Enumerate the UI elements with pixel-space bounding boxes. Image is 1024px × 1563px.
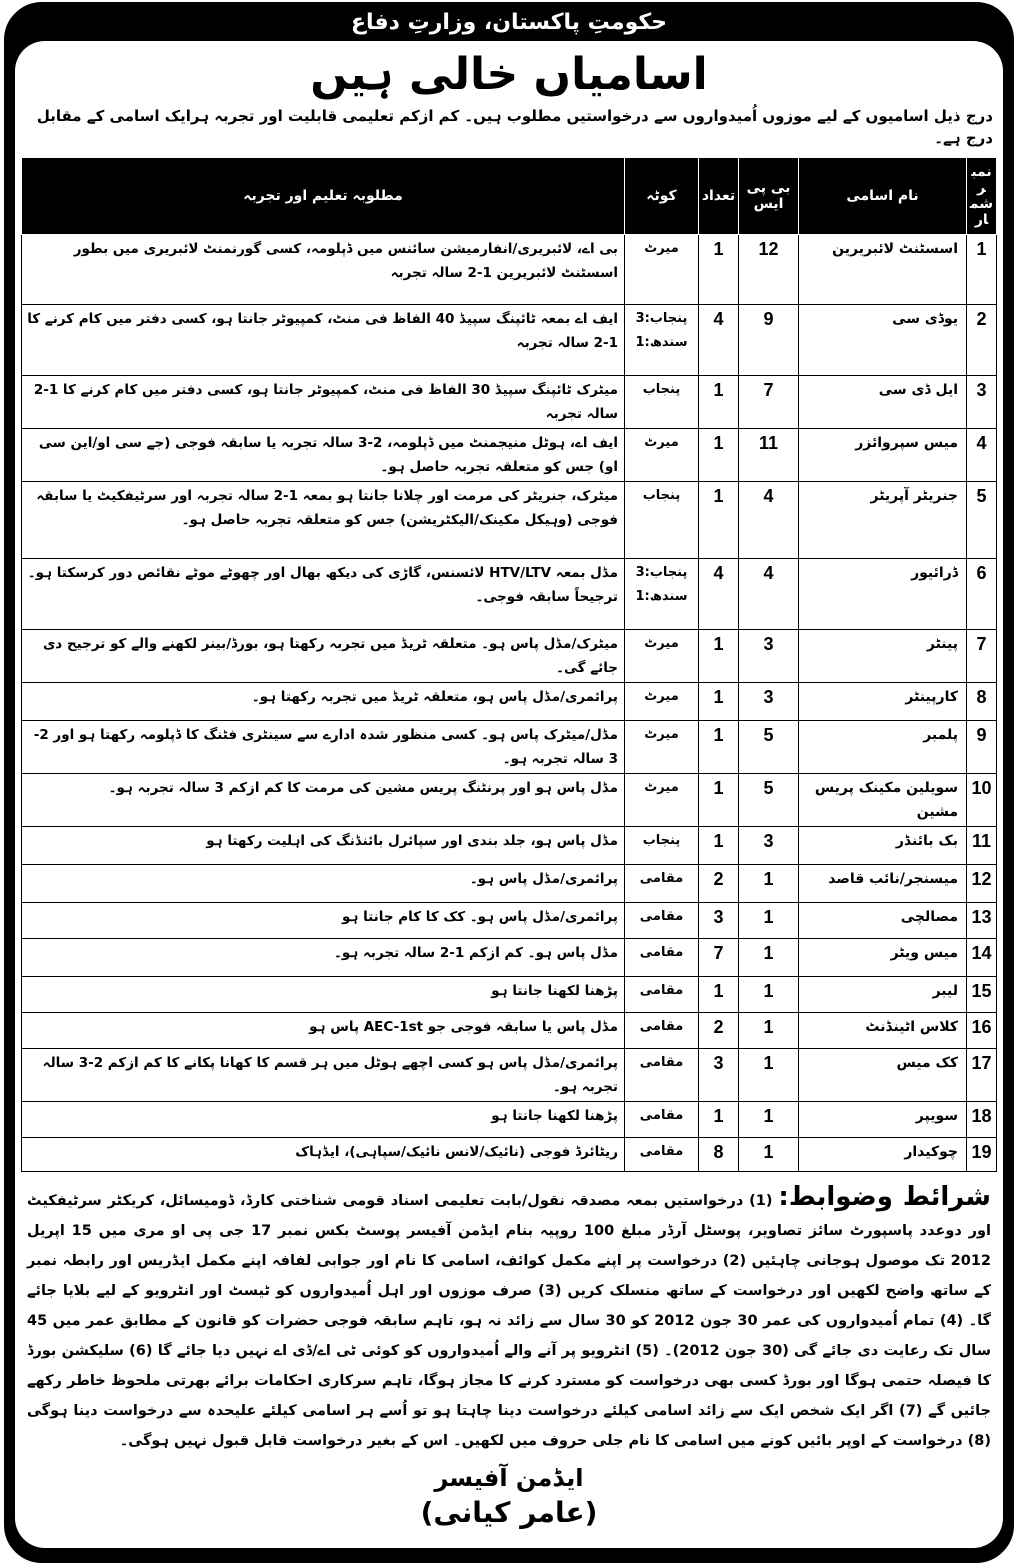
- requirements: مڈل بمعہ HTV/LTV لائسنس، گاڑی کی دیکھ بھال اور چھوٹے موٹے نقائص دور کرسکتا ہو۔ ترجیحاً سابقہ فوجی۔: [22, 559, 625, 630]
- quota: پنجاب: [625, 482, 699, 559]
- quota: مقامی: [625, 1013, 699, 1049]
- bps-grade: 5: [739, 721, 799, 774]
- post-count: 1: [699, 977, 739, 1013]
- bps-grade: 9: [739, 305, 799, 376]
- post-count: 1: [699, 721, 739, 774]
- bps-grade: 5: [739, 774, 799, 827]
- post-name: میس سپروائزر: [799, 429, 967, 482]
- quota: میرٹ: [625, 630, 699, 683]
- post-name: لیبر: [799, 977, 967, 1013]
- requirements: پرائمری/مڈل پاس ہو۔ کک کا کام جانتا ہو: [22, 903, 625, 939]
- serial-number: 8: [967, 683, 997, 721]
- bps-grade: 1: [739, 1049, 799, 1102]
- serial-number: 13: [967, 903, 997, 939]
- quota: مقامی: [625, 977, 699, 1013]
- post-name: کلاس اٹینڈنٹ: [799, 1013, 967, 1049]
- table-row: [22, 977, 997, 1013]
- post-count: 7: [699, 939, 739, 977]
- table-row: [22, 939, 997, 977]
- requirements: پرائمری/مڈل پاس ہو، متعلقہ ٹریڈ میں تجربہ رکھتا ہو۔: [22, 683, 625, 721]
- vacancies-table: [21, 157, 997, 1172]
- post-count: 4: [699, 305, 739, 376]
- advertisement-frame: [4, 2, 1014, 1563]
- terms-section: [27, 1182, 991, 1456]
- requirements: مڈل پاس ہو اور پرنٹنگ پریس مشین کی مرمت کا کم ازکم 3 سالہ تجربہ ہو۔: [22, 774, 625, 827]
- serial-number: 3: [967, 376, 997, 429]
- serial-number: 12: [967, 865, 997, 903]
- post-name: میس ویٹر: [799, 939, 967, 977]
- bps-grade: 1: [739, 939, 799, 977]
- serial-number: 6: [967, 559, 997, 630]
- post-count: 8: [699, 1138, 739, 1172]
- post-name: بک بائنڈر: [799, 827, 967, 865]
- requirements: مڈل پاس ہو۔ کم ازکم 1-2 سالہ تجربہ ہو۔: [22, 939, 625, 977]
- table-row: [22, 376, 997, 429]
- serial-number: 11: [967, 827, 997, 865]
- quota: مقامی: [625, 903, 699, 939]
- table-row: [22, 235, 997, 305]
- quota: پنجاب:3 سندھ:1: [625, 305, 699, 376]
- post-count: 3: [699, 1049, 739, 1102]
- post-name: اسسٹنٹ لائبریرین: [799, 235, 967, 305]
- quota: پنجاب:3 سندھ:1: [625, 559, 699, 630]
- bps-grade: 4: [739, 482, 799, 559]
- column-header-post: نام اسامی: [799, 158, 967, 235]
- quota: مقامی: [625, 1049, 699, 1102]
- requirements: پرائمری/مڈل پاس ہو کسی اچھے ہوٹل میں ہر قسم کا کھانا پکانے کا کم ازکم 2-3 سالہ تجربہ ہو۔: [22, 1049, 625, 1102]
- bps-grade: 3: [739, 827, 799, 865]
- serial-number: 7: [967, 630, 997, 683]
- requirements: پرائمری/مڈل پاس ہو۔: [22, 865, 625, 903]
- post-name: کارپینٹر: [799, 683, 967, 721]
- bps-grade: 1: [739, 977, 799, 1013]
- requirements: پڑھنا لکھنا جانتا ہو: [22, 977, 625, 1013]
- bps-grade: 7: [739, 376, 799, 429]
- column-header-count: تعداد: [699, 158, 739, 235]
- post-count: 1: [699, 630, 739, 683]
- signature-name: (عامر کیانی): [420, 1496, 598, 1529]
- post-count: 1: [699, 774, 739, 827]
- table-row: [22, 1013, 997, 1049]
- quota: پنجاب: [625, 827, 699, 865]
- bps-grade: 11: [739, 429, 799, 482]
- post-count: 1: [699, 429, 739, 482]
- quota: میرٹ: [625, 721, 699, 774]
- table-row: [22, 721, 997, 774]
- post-count: 1: [699, 827, 739, 865]
- requirements: پڑھنا لکھنا جانتا ہو: [22, 1102, 625, 1138]
- serial-number: 17: [967, 1049, 997, 1102]
- table-row: [22, 429, 997, 482]
- bps-grade: 1: [739, 903, 799, 939]
- requirements: ریٹائرڈ فوجی (نائیک/لانس نائیک/سپاہی)، ایڈہاک: [22, 1138, 625, 1172]
- post-name: پلمبر: [799, 721, 967, 774]
- serial-number: 9: [967, 721, 997, 774]
- requirements: میٹرک/مڈل پاس ہو۔ متعلقہ ٹریڈ میں تجربہ رکھتا ہو، بورڈ/بینر لکھنے والے کو ترجیح دی جائے گی۔: [22, 630, 625, 683]
- bps-grade: 1: [739, 1013, 799, 1049]
- requirements: ایف اے بمعہ ٹائپنگ سپیڈ 40 الفاظ فی منٹ، کمپیوٹر جانتا ہو، کسی دفتر میں کام کرنے کا 1-2 سالہ تجربہ: [22, 305, 625, 376]
- post-count: 2: [699, 865, 739, 903]
- serial-number: 15: [967, 977, 997, 1013]
- quota: مقامی: [625, 1138, 699, 1172]
- serial-number: 19: [967, 1138, 997, 1172]
- bps-grade: 3: [739, 630, 799, 683]
- table-row: [22, 1102, 997, 1138]
- quota: مقامی: [625, 865, 699, 903]
- table-row: [22, 903, 997, 939]
- table-row: [22, 827, 997, 865]
- table-header-row: [22, 158, 997, 235]
- column-header-quota: کوٹہ: [625, 158, 699, 235]
- signature-designation: ایڈمن آفیسر: [434, 1464, 584, 1492]
- post-count: 1: [699, 1102, 739, 1138]
- post-count: 1: [699, 683, 739, 721]
- post-name: جنریٹر آپریٹر: [799, 482, 967, 559]
- requirements: میٹرک ٹائپنگ سپیڈ 30 الفاظ فی منٹ، کمپیوٹر جانتا ہو، کسی دفتر میں کام کرنے کا 1-2 سالہ تجربہ: [22, 376, 625, 429]
- terms-heading: شرائط وضوابط:: [778, 1182, 991, 1212]
- table-row: [22, 305, 997, 376]
- bps-grade: 12: [739, 235, 799, 305]
- serial-number: 16: [967, 1013, 997, 1049]
- post-name: یوڈی سی: [799, 305, 967, 376]
- bps-grade: 1: [739, 1102, 799, 1138]
- table-row: [22, 683, 997, 721]
- bps-grade: 1: [739, 865, 799, 903]
- quota: میرٹ: [625, 235, 699, 305]
- ministry-heading: حکومتِ پاکستان، وزارتِ دفاع: [350, 10, 668, 35]
- bps-grade: 3: [739, 683, 799, 721]
- post-name: کک میس: [799, 1049, 967, 1102]
- table-row: [22, 559, 997, 630]
- page-title: اسامیاں خالی ہیں: [310, 49, 708, 100]
- requirements: ایف اے، ہوٹل منیجمنٹ میں ڈپلومہ، 2-3 سالہ تجربہ یا سابقہ فوجی (جے سی او/این سی او) جس کو متعلقہ تجربہ حاصل ہو۔: [22, 429, 625, 482]
- terms-text: (1) درخواستیں بمعہ مصدقہ نقول/بابت تعلیمی اسناد قومی شناختی کارڈ، ڈومیسائل، کریکٹر سرٹیفکیٹ اور دوعدد پاسپورٹ سائز تصاویر، پوسٹل آرڈر مبلغ 100 روپیہ بنام ایڈمن آفیسر پوسٹ بکس نمبر 17 جی پی او مری میں 15 اپریل 2012 تک موصول ہوجانی چاہئیں (2) درخواست پر اپنے مکمل کوائف، اسامی کا نام اور جوابی لفافہ اپنے مکمل ایڈریس اور رابطہ نمبر کے ساتھ واضح لکھیں اور درخواست کے ساتھ منسلک کریں (3) صرف موزوں اور اہل اُمیدواروں کو ٹیسٹ اور انٹرویو کے لیے بلایا جائے گا۔ (4) تمام اُمیدواروں کی عمر 30 جون 2012 کو 30 سال سے زائد نہ ہو، تاہم سابقہ فوجی حضرات کو قانون کے مطابق عمر میں 45 سال تک رعایت دی جائے گی (30 جون 2012)۔ (5) انٹرویو پر آنے والے اُمیدواروں کو کوئی ٹی اے/ڈی اے نہیں دیا جائے گا (6) سلیکشن بورڈ کا فیصلہ حتمی ہوگا اور بورڈ کسی بھی درخواست کو مسترد کرنے کا مجاز ہوگا، تاہم سرکاری احکامات برائے بھرتی ملحوظ خاطر رکھے جائیں گے (7) اگر ایک شخص ایک سے زائد اسامی کیلئے درخواست دینا چاہتا ہو تو اُسے ہر اسامی کیلئے علیحدہ سے درخواست دینا ہوگی (8) درخواست کے اوپر بائیں کونے میں اسامی کا نام جلی حروف میں لکھیں۔ اس کے بغیر درخواست قابل قبول نہیں ہوگی۔: [27, 1193, 992, 1449]
- quota: میرٹ: [625, 774, 699, 827]
- post-count: 3: [699, 903, 739, 939]
- serial-number: 14: [967, 939, 997, 977]
- table-row: [22, 1138, 997, 1172]
- post-name: سویپر: [799, 1102, 967, 1138]
- serial-number: 1: [967, 235, 997, 305]
- post-count: 2: [699, 1013, 739, 1049]
- column-header-bps: بی پی ایس: [739, 158, 799, 235]
- requirements: مڈل پاس یا سابقہ فوجی جو AEC-1st پاس ہو: [22, 1013, 625, 1049]
- quota: پنجاب: [625, 376, 699, 429]
- column-header-requirements: مطلوبہ تعلیم اور تجربہ: [22, 158, 625, 235]
- post-count: 1: [699, 235, 739, 305]
- table-row: [22, 630, 997, 683]
- table-row: [22, 865, 997, 903]
- requirements: مڈل/میٹرک پاس ہو۔ کسی منظور شدہ ادارے سے سینٹری فٹنگ کا ڈپلومہ رکھتا ہو اور 2-3 سالہ تجربہ ہو۔: [22, 721, 625, 774]
- table-row: [22, 1049, 997, 1102]
- intro-text: درج ذیل اسامیوں کے لیے موزوں اُمیدواروں سے درخواستیں مطلوب ہیں۔ کم ازکم تعلیمی قابلیت اور تجربہ ہرایک اسامی کے مقابل درج ہے۔: [36, 107, 993, 147]
- advertisement-body: [15, 41, 1003, 1548]
- serial-number: 2: [967, 305, 997, 376]
- bps-grade: 4: [739, 559, 799, 630]
- post-count: 1: [699, 482, 739, 559]
- column-header-serial: نمبر شمار: [967, 158, 997, 235]
- bps-grade: 1: [739, 1138, 799, 1172]
- post-name: ایل ڈی سی: [799, 376, 967, 429]
- quota: مقامی: [625, 939, 699, 977]
- serial-number: 5: [967, 482, 997, 559]
- requirements: مڈل پاس ہو، جلد بندی اور سپائرل بائنڈنگ کی اہلیت رکھتا ہو: [22, 827, 625, 865]
- table-row: [22, 774, 997, 827]
- post-name: چوکیدار: [799, 1138, 967, 1172]
- table-row: [22, 482, 997, 559]
- post-name: میسنجر/نائب قاصد: [799, 865, 967, 903]
- quota: میرٹ: [625, 683, 699, 721]
- post-name: ڈرائیور: [799, 559, 967, 630]
- quota: مقامی: [625, 1102, 699, 1138]
- post-count: 1: [699, 376, 739, 429]
- post-name: سویلین مکینک پریس مشین: [799, 774, 967, 827]
- serial-number: 18: [967, 1102, 997, 1138]
- post-name: پینٹر: [799, 630, 967, 683]
- serial-number: 4: [967, 429, 997, 482]
- serial-number: 10: [967, 774, 997, 827]
- post-name: مصالچی: [799, 903, 967, 939]
- requirements: میٹرک، جنریٹر کی مرمت اور چلانا جانتا ہو بمعہ 1-2 سالہ تجربہ اور سرٹیفکیٹ یا سابقہ فوجی (وہیکل مکینک/الیکٹریشن) جس کو متعلقہ تجربہ حاصل ہو۔: [22, 482, 625, 559]
- requirements: بی اے، لائبریری/انفارمیشن سائنس میں ڈپلومہ، کسی گورنمنٹ لائبریری میں بطور اسسٹنٹ لائبریرین 1-2 سالہ تجربہ: [22, 235, 625, 305]
- quota: میرٹ: [625, 429, 699, 482]
- post-count: 4: [699, 559, 739, 630]
